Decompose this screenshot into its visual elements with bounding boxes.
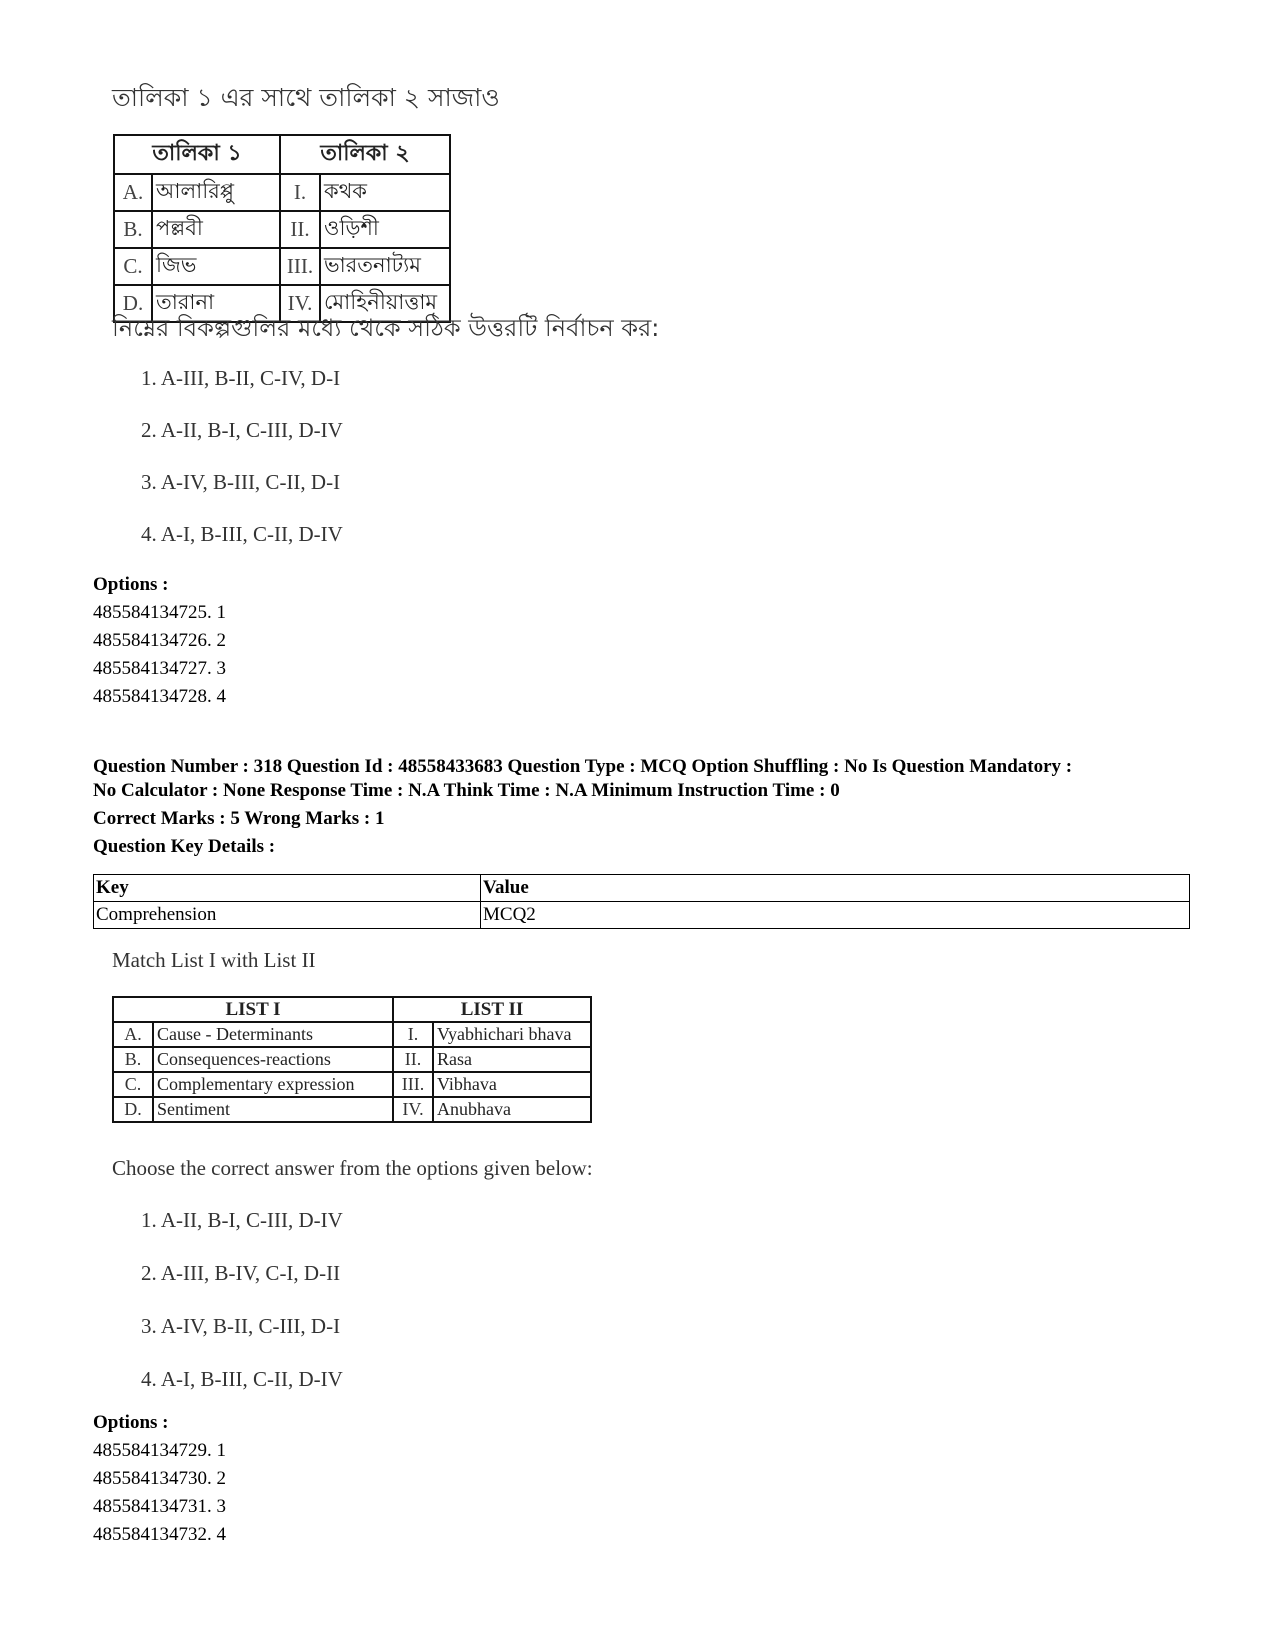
question-318-marks: Correct Marks : 5 Wrong Marks : 1 (93, 808, 385, 829)
answer-choice-1: 1. A-III, B-II, C-IV, D-I (141, 366, 341, 390)
list-2-header: LIST II (393, 997, 591, 1022)
list-2-item: ভারতনাট্যম (320, 248, 450, 285)
row-label: I. (280, 174, 320, 211)
list-1-item: আলারিপ্পু (152, 174, 280, 211)
question-318-meta-line-2: No Calculator : None Response Time : N.A Think Time : N.A Minimum Instruction Time : 0 (93, 780, 840, 801)
table-row (114, 211, 450, 248)
list-2-item: ওড়িশী (320, 211, 450, 248)
row-label: A. (113, 1022, 153, 1047)
row-label: III. (393, 1072, 433, 1097)
list-1-item: জিভ (152, 248, 280, 285)
question-317-choose-prompt: নিম্নের বিকল্পগুলির মধ্যে থেকে সঠিক উত্তরটি নির্বাচন কর: (112, 314, 660, 342)
key-cell: Comprehension (94, 902, 481, 929)
question-key-details-label: Question Key Details : (93, 836, 276, 857)
table-row (114, 174, 450, 211)
row-label: D. (113, 1097, 153, 1122)
row-label: IV. (280, 285, 320, 322)
row-label: C. (113, 1072, 153, 1097)
answer-choice-4: 4. A-I, B-III, C-II, D-IV (141, 1367, 343, 1391)
row-label: C. (114, 248, 152, 285)
value-header: Value (481, 875, 1190, 902)
key-header: Key (94, 875, 481, 902)
row-label: IV. (393, 1097, 433, 1122)
table-row (113, 1097, 591, 1122)
question-318-instruction: Match List I with List II (112, 948, 316, 972)
row-label: III. (280, 248, 320, 285)
question-317-instruction: তালিকা ১ এর সাথে তালিকা ২ সাজাও (112, 83, 500, 112)
answer-choice-2: 2. A-II, B-I, C-III, D-IV (141, 418, 343, 442)
list-2-item: Vibhava (433, 1072, 591, 1097)
table-row (113, 1047, 591, 1072)
list-1-item: তারানা (152, 285, 280, 322)
value-cell: MCQ2 (481, 902, 1190, 929)
option-id-1: 485584134729. 1 (93, 1440, 226, 1461)
answer-choice-4: 4. A-I, B-III, C-II, D-IV (141, 522, 343, 546)
answer-choice-3: 3. A-IV, B-III, C-II, D-I (141, 470, 341, 494)
option-id-3: 485584134731. 3 (93, 1496, 226, 1517)
row-label: D. (114, 285, 152, 322)
list-2-item: Vyabhichari bhava (433, 1022, 591, 1047)
option-id-4: 485584134732. 4 (93, 1524, 226, 1545)
list-1-item: Sentiment (153, 1097, 393, 1122)
options-label: Options : (93, 1412, 169, 1433)
row-label: II. (393, 1047, 433, 1072)
list-1-item: পল্লবী (152, 211, 280, 248)
answer-choice-1: 1. A-II, B-I, C-III, D-IV (141, 1208, 343, 1232)
answer-choice-2: 2. A-III, B-IV, C-I, D-II (141, 1261, 341, 1285)
option-id-3: 485584134727. 3 (93, 658, 226, 679)
list-2-item: Rasa (433, 1047, 591, 1072)
list-2-item: কথক (320, 174, 450, 211)
table-row (114, 248, 450, 285)
row-label: B. (113, 1047, 153, 1072)
list-2-item: Anubhava (433, 1097, 591, 1122)
table-header-row (113, 997, 591, 1022)
options-label: Options : (93, 574, 169, 595)
table-header-row (114, 135, 450, 174)
row-label: I. (393, 1022, 433, 1047)
question-318-match-table (112, 996, 592, 1123)
question-317-match-table (113, 134, 451, 323)
row-label: A. (114, 174, 152, 211)
table-row (94, 902, 1190, 929)
option-id-4: 485584134728. 4 (93, 686, 226, 707)
list-1-header: তালিকা ১ (114, 135, 280, 174)
list-1-header: LIST I (113, 997, 393, 1022)
table-header-row (94, 875, 1190, 902)
answer-choice-3: 3. A-IV, B-II, C-III, D-I (141, 1314, 341, 1338)
option-id-1: 485584134725. 1 (93, 602, 226, 623)
option-id-2: 485584134730. 2 (93, 1468, 226, 1489)
list-1-item: Complementary expression (153, 1072, 393, 1097)
option-id-2: 485584134726. 2 (93, 630, 226, 651)
table-row (113, 1072, 591, 1097)
question-key-details-table (93, 874, 1190, 929)
question-318-meta-line-1: Question Number : 318 Question Id : 48558433683 Question Type : MCQ Option Shuffling : No Is Question Mandatory : (93, 756, 1073, 777)
question-318-choose-prompt: Choose the correct answer from the options given below: (112, 1156, 593, 1180)
list-2-header: তালিকা ২ (280, 135, 450, 174)
table-row (113, 1022, 591, 1047)
row-label: B. (114, 211, 152, 248)
list-2-item: মোহিনীয়াত্তাম (320, 285, 450, 322)
row-label: II. (280, 211, 320, 248)
list-1-item: Cause - Determinants (153, 1022, 393, 1047)
list-1-item: Consequences-reactions (153, 1047, 393, 1072)
